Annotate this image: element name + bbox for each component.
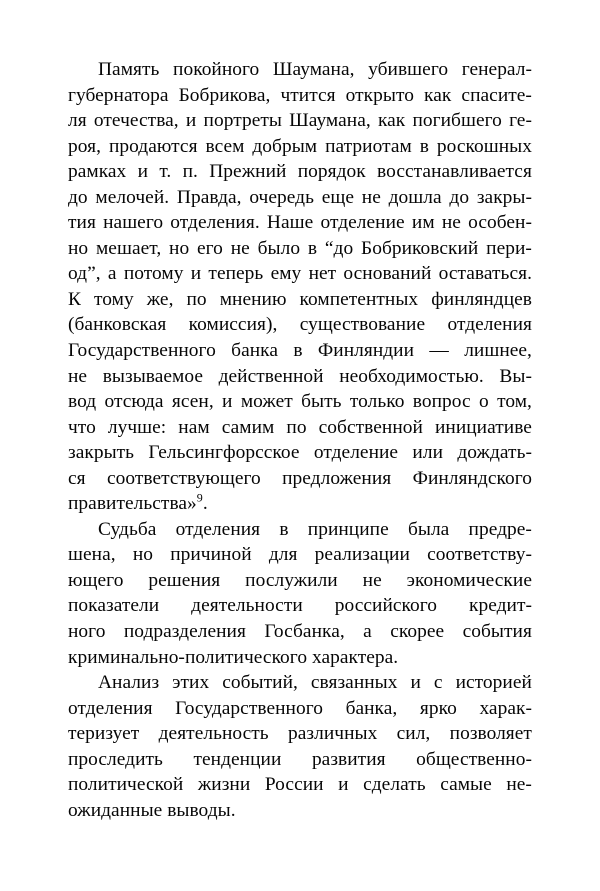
word: мнению xyxy=(219,288,287,310)
word: и xyxy=(338,774,349,796)
footnote-marker: 9 xyxy=(196,490,203,505)
word: а xyxy=(107,263,117,285)
text-line xyxy=(68,108,532,134)
word: и xyxy=(190,263,202,285)
word: и xyxy=(137,161,149,183)
word: всем xyxy=(205,135,245,157)
word: историей xyxy=(455,672,532,694)
word: российского xyxy=(334,595,438,617)
text-line xyxy=(68,670,532,696)
word: реализации xyxy=(314,544,410,566)
word: теризует xyxy=(68,723,140,745)
word: не- xyxy=(506,774,532,796)
word: до xyxy=(68,186,88,208)
word: причиной xyxy=(170,544,252,566)
word: отделение xyxy=(320,212,405,234)
word: Прежний xyxy=(209,161,287,183)
word: инициативе xyxy=(434,416,532,438)
word: же, xyxy=(146,288,174,310)
word: пери- xyxy=(486,237,532,259)
word: различных xyxy=(288,723,378,745)
word: действенной xyxy=(218,365,324,387)
word: о xyxy=(479,391,489,413)
word: в xyxy=(279,518,289,540)
word: банка, xyxy=(345,697,398,719)
word: как xyxy=(377,110,406,132)
text-line xyxy=(68,517,532,543)
word: потому xyxy=(123,263,184,285)
word: тенденции xyxy=(193,748,282,770)
word: патриотам xyxy=(325,135,412,157)
text-line xyxy=(68,593,532,619)
word: Государственного xyxy=(68,340,216,362)
word: восстанавливается xyxy=(377,161,532,183)
word: губернатора xyxy=(68,84,169,106)
word: существование xyxy=(299,314,426,336)
word: мелочей. xyxy=(95,186,170,208)
word: сделать xyxy=(363,774,426,796)
word: закрыть xyxy=(68,442,135,464)
word: Финляндии xyxy=(317,340,415,362)
word: отделения xyxy=(175,518,261,540)
word: ге- xyxy=(509,110,532,132)
word: не xyxy=(230,237,250,259)
word: отсюда xyxy=(104,391,164,413)
word: отечества, xyxy=(93,110,179,132)
word: для xyxy=(268,544,298,566)
word: может xyxy=(240,391,293,413)
word: Правда, xyxy=(176,186,242,208)
word: политической xyxy=(68,774,184,796)
text-line xyxy=(68,210,532,236)
word: К xyxy=(68,288,81,310)
word: проследить xyxy=(68,748,163,770)
word: предре- xyxy=(468,518,532,540)
word: развития xyxy=(311,748,386,770)
word: “до xyxy=(324,237,354,259)
word: Гельсингфорсское xyxy=(148,442,300,464)
text-line xyxy=(68,440,532,466)
word: в xyxy=(307,237,318,259)
text-line xyxy=(68,389,532,415)
word: и xyxy=(222,391,233,413)
word: как xyxy=(424,84,452,106)
text-line xyxy=(68,696,532,722)
word: и xyxy=(410,672,421,694)
word: еще xyxy=(321,186,355,208)
word: ся xyxy=(68,467,86,489)
word: Память xyxy=(98,59,160,80)
word: чтится xyxy=(280,84,336,106)
word: связанных xyxy=(310,672,398,694)
word: Бобриковский xyxy=(361,237,479,259)
word: подразделения xyxy=(123,621,246,643)
text-line xyxy=(68,159,532,185)
word: с xyxy=(433,672,443,694)
word: по xyxy=(186,288,207,310)
word: не xyxy=(441,212,461,234)
word: этих xyxy=(172,672,210,694)
text-line xyxy=(68,772,532,798)
text-line xyxy=(68,83,532,109)
word: Наше xyxy=(266,212,314,234)
word: России xyxy=(264,774,324,796)
word: комиссия), xyxy=(188,314,278,336)
word: деятельности xyxy=(191,595,303,617)
word: собственной xyxy=(318,416,423,438)
word: его xyxy=(197,237,223,259)
word: открыто xyxy=(345,84,414,106)
word: но xyxy=(169,237,190,259)
line-text-tail: . xyxy=(202,493,208,515)
word: компетентных xyxy=(299,288,419,310)
word: а xyxy=(363,621,372,643)
word: позволяет xyxy=(449,723,532,745)
word: в xyxy=(293,340,303,362)
line-text: правительства» xyxy=(68,493,197,515)
word: погибшего xyxy=(412,110,502,132)
word: скорее xyxy=(390,621,445,643)
word: убившего xyxy=(368,59,449,80)
text-line xyxy=(68,236,532,262)
word: но xyxy=(68,237,89,259)
text-line xyxy=(68,721,532,747)
word: (банковская xyxy=(68,314,167,336)
word: нашего xyxy=(103,212,164,234)
text-line xyxy=(68,57,532,83)
word: харак- xyxy=(479,697,532,719)
word: спасите- xyxy=(461,84,532,106)
word: ярко xyxy=(419,697,457,719)
word: банка xyxy=(231,340,279,362)
word: ля xyxy=(68,110,87,132)
word: самим xyxy=(221,416,275,438)
word: портреты xyxy=(203,110,282,132)
word: самые xyxy=(440,774,492,796)
word: тому xyxy=(94,288,134,310)
word: ного xyxy=(68,621,106,643)
word: порядок xyxy=(297,161,366,183)
text-line xyxy=(68,185,532,211)
text-line xyxy=(68,619,532,645)
word: деятельность xyxy=(158,723,269,745)
word: покойного xyxy=(173,59,260,80)
word: лишнее, xyxy=(464,340,532,362)
word: показатели xyxy=(68,595,160,617)
word: события xyxy=(462,621,532,643)
word: п. xyxy=(182,161,198,183)
word: — xyxy=(429,340,449,362)
word: было xyxy=(257,237,301,259)
text-line xyxy=(68,568,532,594)
word: отделение xyxy=(313,442,399,464)
word: по xyxy=(286,416,307,438)
word: принципе xyxy=(307,518,389,540)
word: сил, xyxy=(396,723,431,745)
word: предложения xyxy=(282,467,392,489)
word: оснований xyxy=(343,263,432,285)
word: Вы- xyxy=(499,365,532,387)
word: только xyxy=(349,391,405,413)
word: экономические xyxy=(406,569,532,591)
word: нам xyxy=(178,416,210,438)
word: отделения xyxy=(68,697,153,719)
word: Анализ xyxy=(98,672,160,694)
word: роя, xyxy=(68,135,101,157)
word: ясен, xyxy=(171,391,214,413)
word: общественно- xyxy=(416,748,532,770)
word: Шаумана, xyxy=(289,110,371,132)
word: теперь xyxy=(208,263,264,285)
text-line: ожиданные выводы. xyxy=(68,799,236,821)
word: лучше: xyxy=(107,416,167,438)
word: соответству- xyxy=(427,544,532,566)
word: тия xyxy=(68,212,96,234)
text-line xyxy=(68,747,532,773)
word: продаются xyxy=(108,135,198,157)
text-line xyxy=(68,312,532,338)
word: вызываемое xyxy=(102,365,203,387)
word: необходимостью. xyxy=(339,365,484,387)
word: была xyxy=(407,518,450,540)
word: Государственного xyxy=(175,697,323,719)
word: очередь xyxy=(249,186,314,208)
word: событий, xyxy=(222,672,298,694)
word: мешает, xyxy=(95,237,162,259)
word: не xyxy=(361,186,381,208)
text-line xyxy=(68,287,532,313)
word: кредит- xyxy=(468,595,532,617)
text-line xyxy=(68,261,532,287)
text-line xyxy=(68,491,532,517)
text-line xyxy=(68,415,532,441)
word: оставаться. xyxy=(438,263,532,285)
word: Шаумана, xyxy=(272,59,355,80)
word: что xyxy=(68,416,96,438)
text-line xyxy=(68,364,532,390)
word: отделения. xyxy=(170,212,260,234)
word: Госбанка, xyxy=(264,621,345,643)
word: быть xyxy=(301,391,342,413)
word: Бобрикова, xyxy=(178,84,271,106)
text-line xyxy=(68,542,532,568)
word: дождать- xyxy=(457,442,532,464)
word: особен- xyxy=(468,212,532,234)
word: рамках xyxy=(68,161,127,183)
word: од”, xyxy=(68,263,101,285)
paragraph xyxy=(68,670,532,823)
word: и xyxy=(185,110,197,132)
word: не xyxy=(362,569,382,591)
paragraph xyxy=(68,517,532,670)
word: вод xyxy=(68,391,97,413)
word: или xyxy=(412,442,444,464)
word: нет xyxy=(308,263,337,285)
text-line xyxy=(68,134,532,160)
word: финляндцев xyxy=(431,288,532,310)
word: не xyxy=(68,365,88,387)
word: но xyxy=(132,544,153,566)
word: дошла xyxy=(388,186,442,208)
word: им xyxy=(411,212,435,234)
word: в xyxy=(419,135,429,157)
word: т. xyxy=(159,161,172,183)
word: ющего xyxy=(68,569,124,591)
word: шена, xyxy=(68,544,116,566)
word: жизни xyxy=(197,774,251,796)
word: решения xyxy=(148,569,221,591)
word: Финляндского xyxy=(412,467,532,489)
text-line: криминально-политического характера. xyxy=(68,646,399,668)
word: отделения xyxy=(447,314,532,336)
word: роскошных xyxy=(436,135,532,157)
paragraph xyxy=(68,57,532,517)
word: закры- xyxy=(476,186,532,208)
text-line xyxy=(68,466,532,492)
word: до xyxy=(449,186,470,208)
word: Судьба xyxy=(98,518,157,540)
word: добрым xyxy=(252,135,318,157)
word: соответствующего xyxy=(106,467,261,489)
word: том, xyxy=(497,391,532,413)
word: послужили xyxy=(245,569,338,591)
word: вопрос xyxy=(412,391,471,413)
page-text-block xyxy=(68,57,532,823)
word: генерал- xyxy=(461,59,532,80)
word: ему xyxy=(270,263,302,285)
text-line xyxy=(68,338,532,364)
